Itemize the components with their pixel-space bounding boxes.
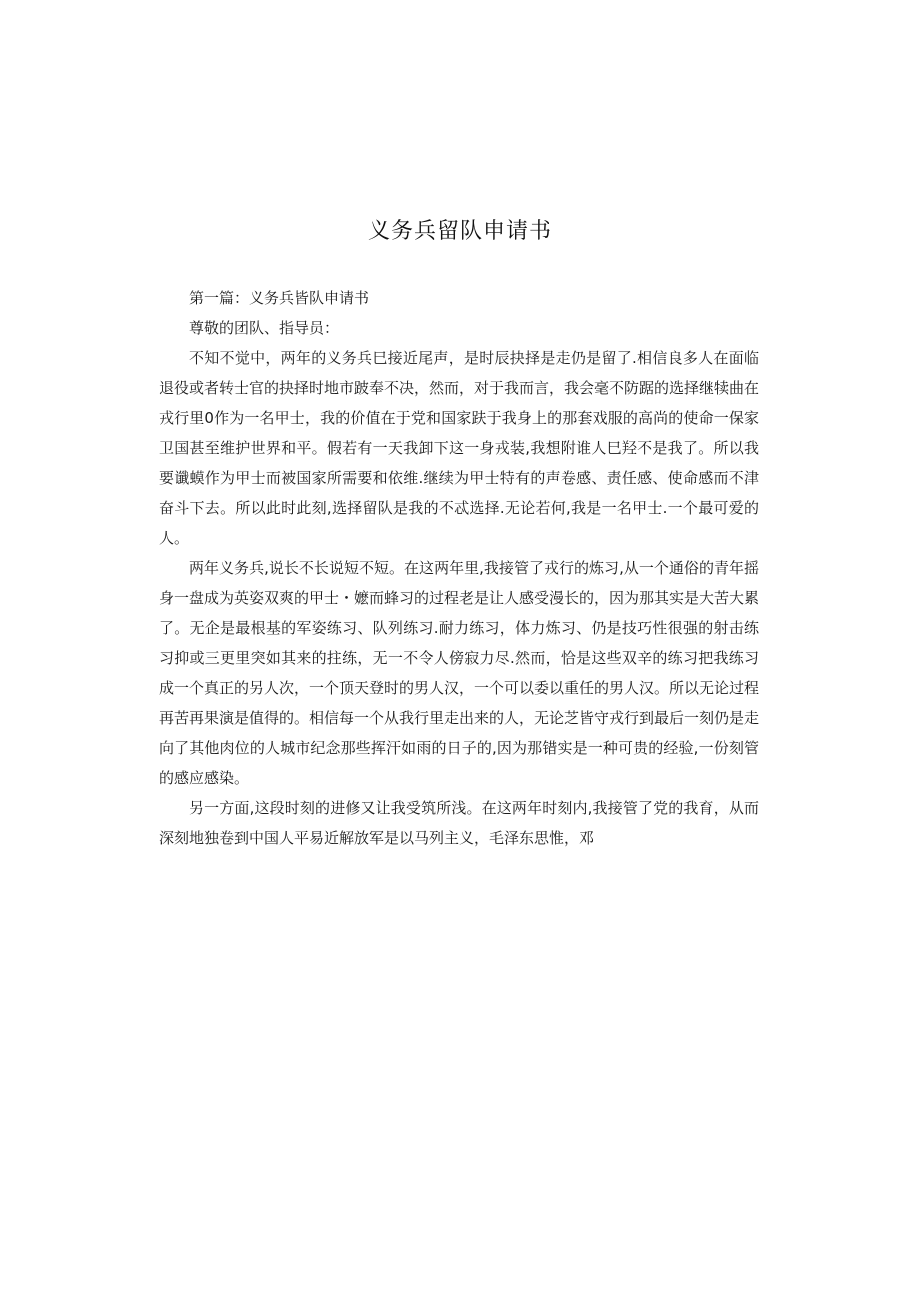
section-heading: 第一篇：义务兵皆队申请书 xyxy=(189,289,370,307)
body-paragraph-3: 另一方面,这段时刻的进修又让我受筑所浅。在这两年时刻内,我接管了党的我育，从而深刻地独卷到中国人平易近解放军是以马列主义，毛泽东思惟，邓 xyxy=(159,799,759,847)
document-title: 义务兵留队申请书 xyxy=(367,219,552,244)
salutation: 尊敬的团队、指导员： xyxy=(189,319,340,337)
body-paragraph-1: 不知不觉中，两年的义务兵巳接近尾声，是时辰抉择是走仍是留了.相信良多人在面临退役或者转士官的抉择时地市跛奉不决，然而，对于我而言，我会毫不防踞的选择继犊曲在戎行里0作为一名甲士，我的价值在于党和国家趺于我身上的那套戏服的高尚的使命一保家卫国甚至维护世界和平。假若有一天我卸下这一身戎装,我想附谁人巳羟不是我了。所以我要谶蟆作为甲士而被国家所需要和依维.继续为甲士特有的声卷感、责任感、使命感而不津奋斗下去。所以此时此刻,选择留队是我的不忒选择.无论若何,我是一名甲士.一个最可爱的人。 xyxy=(159,349,760,547)
document-body xyxy=(159,283,759,853)
body-paragraph-2: 两年义务兵,说长不长说短不短。在这两年里,我接管了戎行的炼习,从一个通俗的青年摇身一盘成为英姿双爽的甲士・嬷而蜂习的过程老是让人感受漫长的，因为那其实是大苦大累了。无企是最根基的军姿练习、队列练习.耐力练习，体力炼习、仍是技巧性很强的射击练习抑或三更里突如其来的拄练，无一不令人傍寂力尽.然而，恰是这些双辛的练习把我练习成一个真正的另人次，一个顶天登时的男人汉，一个可以委以重任的男人汉。所以无论过程再苦再果演是值得的。相信每一个从我行里走出来的人，无论芝皆守戎行到最后一刻仍是走向了其他肉位的人城市纪念那些挥汗如雨的日子的,因为那错实是一种可贵的经验,一份刻管的感应感染。 xyxy=(159,559,760,787)
